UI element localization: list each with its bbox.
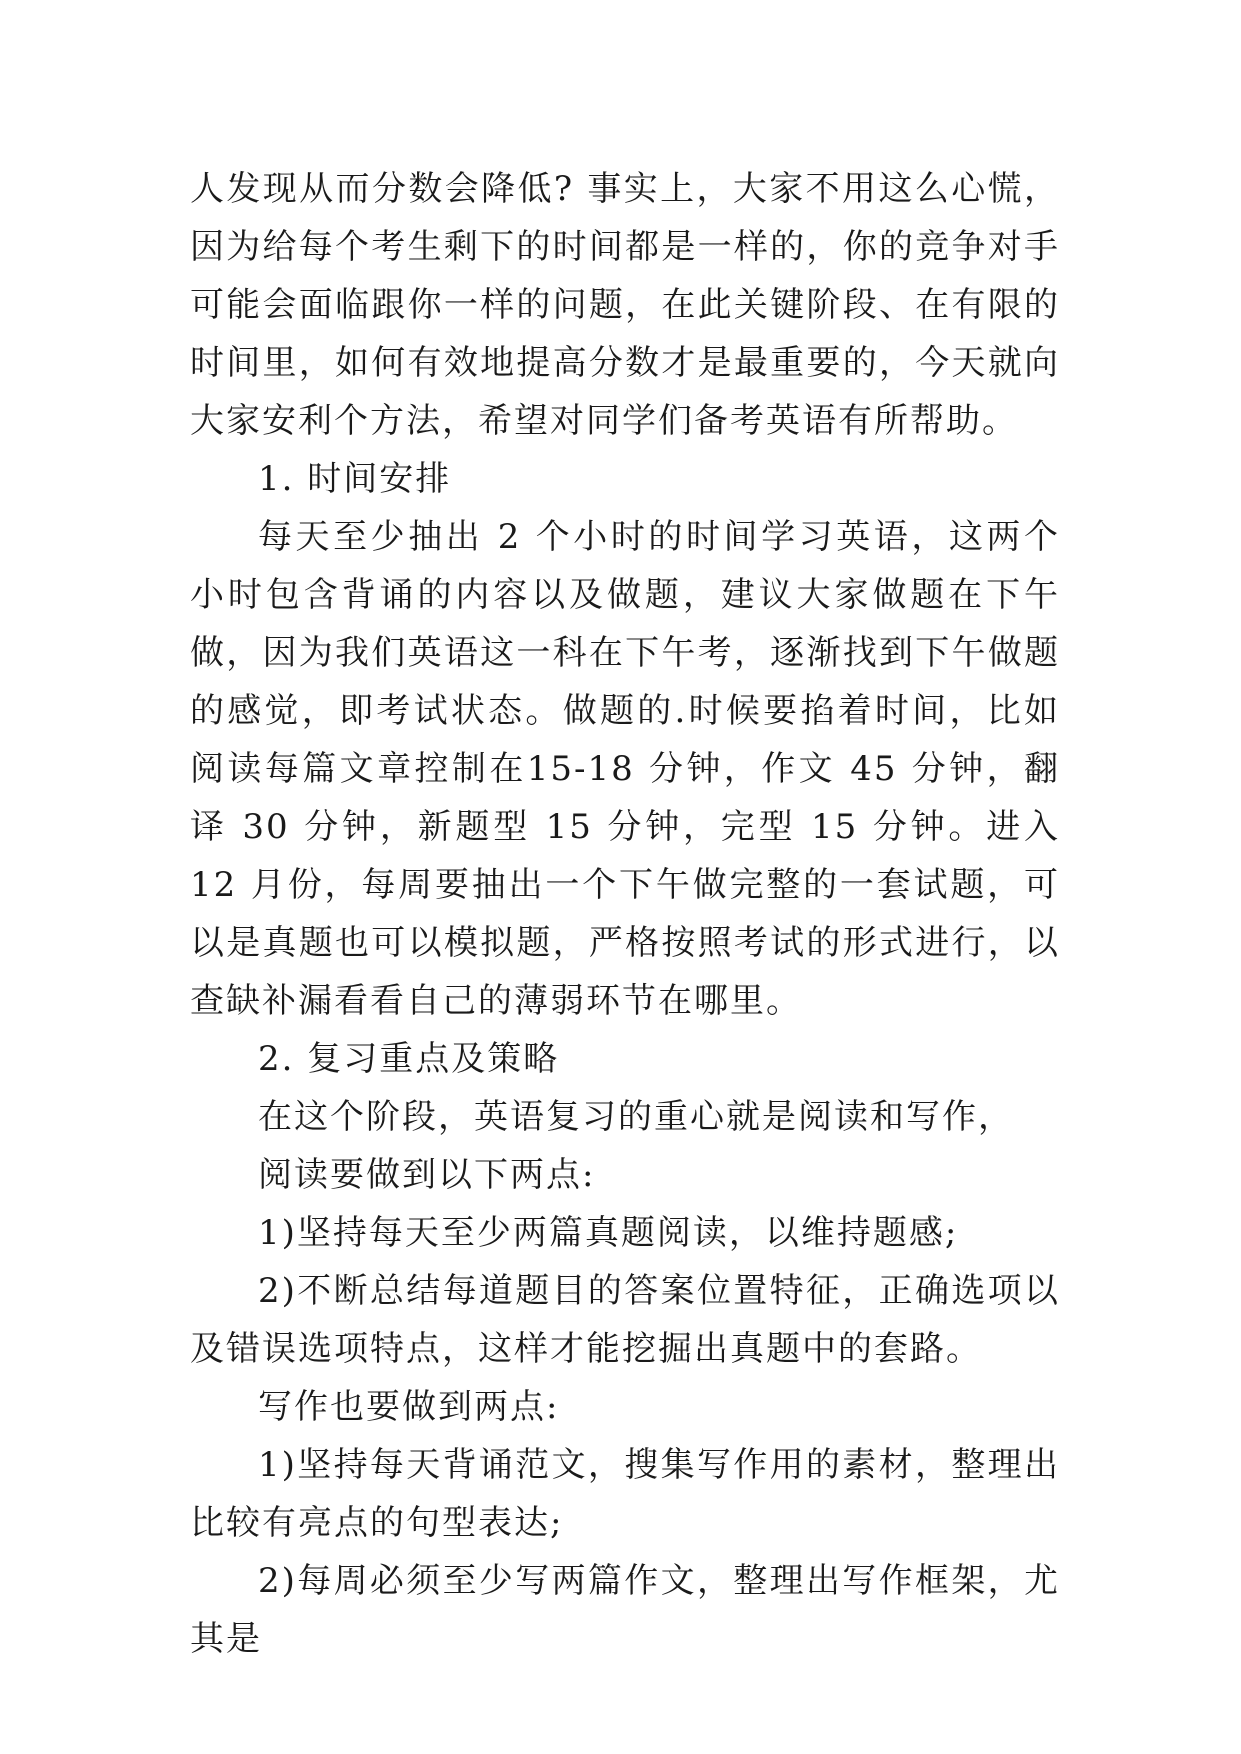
list-item-writing-1: 1)坚持每天背诵范文，搜集写作用的素材，整理出比较有亮点的句型表达;: [190, 1445, 1060, 1543]
paragraph-reading-intro: 阅读要做到以下两点:: [258, 1155, 596, 1195]
list-item-reading-1: 1)坚持每天至少两篇真题阅读，以维持题感;: [258, 1213, 959, 1253]
heading-time-schedule: 1. 时间安排: [258, 459, 452, 499]
paragraph-review-focus: 在这个阶段，英语复习的重心就是阅读和写作，: [258, 1097, 1014, 1137]
paragraph-intro: 人发现从而分数会降低? 事实上，大家不用这么心慌，因为给每个考生剩下的时间都是一样的，你的竞争对手可能会面临跟你一样的问题，在此关键阶段、在有限的时间里，如何有效地提高分数才是最重要的，今天就向大家安利个方法，希望对同学们备考英语有所帮助。: [190, 169, 1060, 441]
document-body: [190, 160, 1060, 1668]
heading-review-strategy: 2. 复习重点及策略: [258, 1039, 560, 1079]
paragraph-time-schedule: 每天至少抽出 2 个小时的时间学习英语，这两个小时包含背诵的内容以及做题，建议大家做题在下午做，因为我们英语这一科在下午考，逐渐找到下午做题的感觉，即考试状态。做题的.时候要掐着时间，比如阅读每篇文章控制在15-18 分钟，作文 45 分钟，翻译 30 分钟，新题型 15 分钟，完型 15 分钟。进入 12 月份，每周要抽出一个下午做完整的一套试题，可以是真题也可以模拟题，严格按照考试的形式进行，以查缺补漏看看自己的薄弱环节在哪里。: [190, 517, 1060, 1021]
list-item-reading-2: 2)不断总结每道题目的答案位置特征，正确选项以及错误选项特点，这样才能挖掘出真题中的套路。: [190, 1271, 1060, 1369]
list-item-writing-2: 2)每周必须至少写两篇作文，整理出写作框架，尤其是: [190, 1561, 1060, 1659]
paragraph-writing-intro: 写作也要做到两点:: [258, 1387, 560, 1427]
